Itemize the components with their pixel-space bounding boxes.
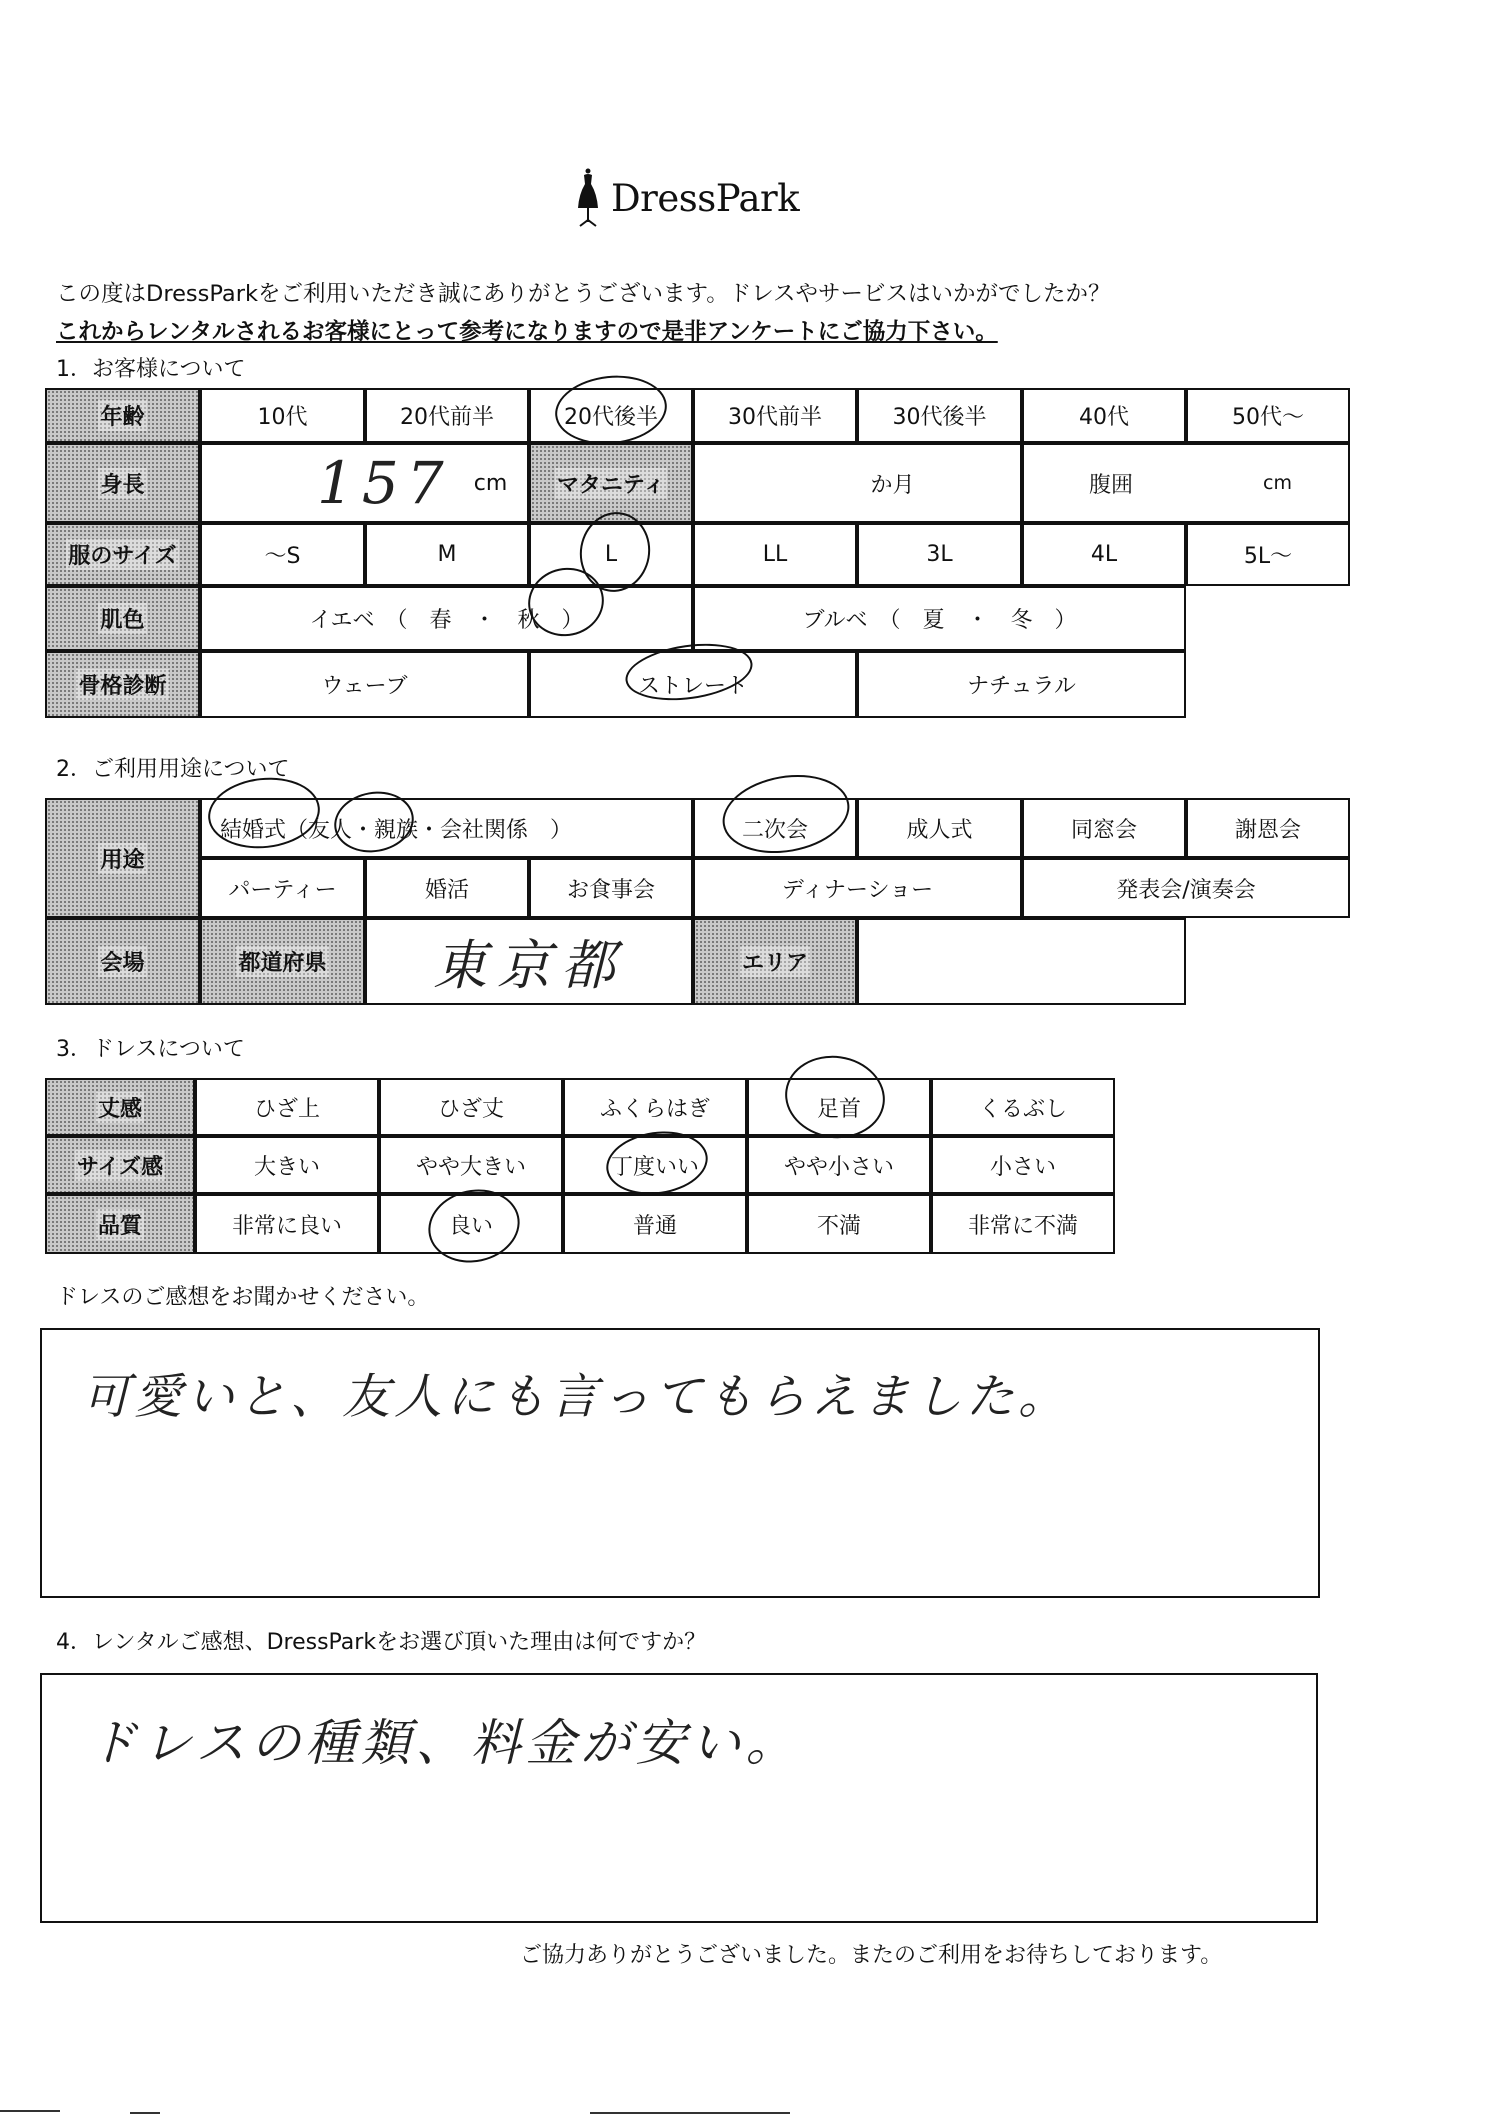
skin-blue-base[interactable]: ブルベ （ 夏 ・ 冬 ） [693,586,1186,651]
size-option-3l[interactable]: 3L [857,523,1022,586]
skin-label: 肌色 [45,586,200,651]
age-option-10s[interactable]: 10代 [200,388,365,443]
size-option-m[interactable]: M [365,523,529,586]
length-option-calf[interactable]: ふくらはぎ [563,1078,747,1136]
usage-second-party[interactable]: 二次会 [693,798,857,858]
section-2-title: 2．ご利用用途について [56,757,290,782]
usage-konkatsu[interactable]: 婚活 [365,858,529,918]
quality-option-poor[interactable]: 不満 [747,1194,931,1254]
impressions-prompt: ドレスのご感想をお聞かせください。 [56,1285,430,1310]
dress-form-icon [575,168,601,228]
frame-option-wave[interactable]: ウェーブ [200,651,529,718]
length-label: 丈感 [45,1078,195,1136]
size-label: 服のサイズ [45,523,200,586]
venue-label: 会場 [45,918,200,1005]
area-field[interactable] [857,918,1186,1005]
month-unit: か月 [870,472,915,498]
usage-party[interactable]: パーティー [200,858,365,918]
height-label: 身長 [45,443,200,523]
intro-line-2: これからレンタルされるお客様にとって参考になりますので是非アンケートにご協力下さい。 [56,319,998,345]
scan-edge-mark [130,2112,160,2114]
waist-field[interactable] [1022,443,1350,523]
waist-label: 腹囲 [1089,472,1134,498]
impressions-box[interactable] [40,1328,1320,1598]
height-field[interactable] [200,443,529,523]
section-3-title: 3．ドレスについて [56,1037,245,1062]
area-label: エリア [693,918,857,1005]
usage-friend[interactable]: 友人 [308,817,353,843]
logo-text: DressPark [611,176,800,220]
prefecture-value: 東京都 [433,934,625,997]
height-unit: cm [473,470,508,496]
age-option-late-20s[interactable]: 20代後半 [529,388,693,443]
frame-option-straight[interactable]: ストレート [529,651,857,718]
length-option-above-knee[interactable]: ひざ上 [195,1078,379,1136]
age-option-late-30s[interactable]: 30代後半 [857,388,1022,443]
usage-coming-of-age[interactable]: 成人式 [857,798,1022,858]
frame-option-natural[interactable]: ナチュラル [857,651,1186,718]
age-option-40s[interactable]: 40代 [1022,388,1186,443]
usage-reunion[interactable]: 同窓会 [1022,798,1186,858]
frame-label: 骨格診断 [45,651,200,718]
skin-yellow-base[interactable]: イエベ （ 春 ・ 秋 ） [200,586,693,651]
quality-option-good[interactable]: 良い [379,1194,563,1254]
waist-unit: cm [1263,472,1292,494]
closing-message: ご協力ありがとうございました。またのご利用をお待ちしております。 [520,1943,1223,1968]
quality-option-excellent[interactable]: 非常に良い [195,1194,379,1254]
prefecture-label: 都道府県 [200,918,365,1005]
age-label: 年齢 [45,388,200,443]
usage-wedding-rest: ・親族・会社関係 ） [352,817,573,843]
maternity-label: マタニティ [529,443,693,523]
usage-dinner[interactable]: お食事会 [529,858,693,918]
height-value: 157 [317,449,452,517]
usage-label: 用途 [45,798,200,918]
usage-thanks-party[interactable]: 謝恩会 [1186,798,1350,858]
scan-edge-mark [0,2110,60,2112]
section-4-title: 4．レンタルご感想、DressParkをお選び頂いた理由は何ですか？ [56,1630,707,1655]
reason-answer: ドレスの種類、料金が安い。 [87,1714,801,1772]
fit-option-small[interactable]: 小さい [931,1136,1115,1194]
quality-option-very-poor[interactable]: 非常に不満 [931,1194,1115,1254]
age-option-early-20s[interactable]: 20代前半 [365,388,529,443]
quality-option-average[interactable]: 普通 [563,1194,747,1254]
length-option-ankle[interactable]: 足首 [747,1078,931,1136]
length-option-ankle-bone[interactable]: くるぶし [931,1078,1115,1136]
intro-line-1: この度はDressParkをご利用いただき誠にありがとうございます。ドレスやサービスはいかがでしたか？ [56,281,1111,307]
maternity-month-field[interactable] [693,443,1022,523]
impressions-answer: 可愛いと、友人にも言ってもらえました。 [82,1369,1071,1425]
age-option-50s[interactable]: 50代～ [1186,388,1350,443]
usage-recital[interactable]: 発表会/演奏会 [1022,858,1350,918]
length-option-knee[interactable]: ひざ丈 [379,1078,563,1136]
usage-dinner-show[interactable]: ディナーショー [693,858,1022,918]
size-option-s[interactable]: ～S [200,523,365,586]
size-option-5l[interactable]: 5L～ [1186,523,1350,586]
scan-edge-mark [590,2112,790,2114]
fit-option-slightly-small[interactable]: やや小さい [747,1136,931,1194]
logo [575,168,799,228]
quality-label: 品質 [45,1194,195,1254]
age-option-early-30s[interactable]: 30代前半 [693,388,857,443]
usage-wedding-label: 結婚式（ [220,817,309,843]
fit-option-large[interactable]: 大きい [195,1136,379,1194]
fit-option-slightly-large[interactable]: やや大きい [379,1136,563,1194]
fit-option-just-right[interactable]: 丁度いい [563,1136,747,1194]
prefecture-field[interactable] [365,918,693,1005]
reason-box[interactable] [40,1673,1318,1923]
size-option-4l[interactable]: 4L [1022,523,1186,586]
section-1-title: 1．お客様について [56,357,246,382]
size-option-l[interactable]: L [529,523,693,586]
fit-label: サイズ感 [45,1136,195,1194]
size-option-ll[interactable]: LL [693,523,857,586]
